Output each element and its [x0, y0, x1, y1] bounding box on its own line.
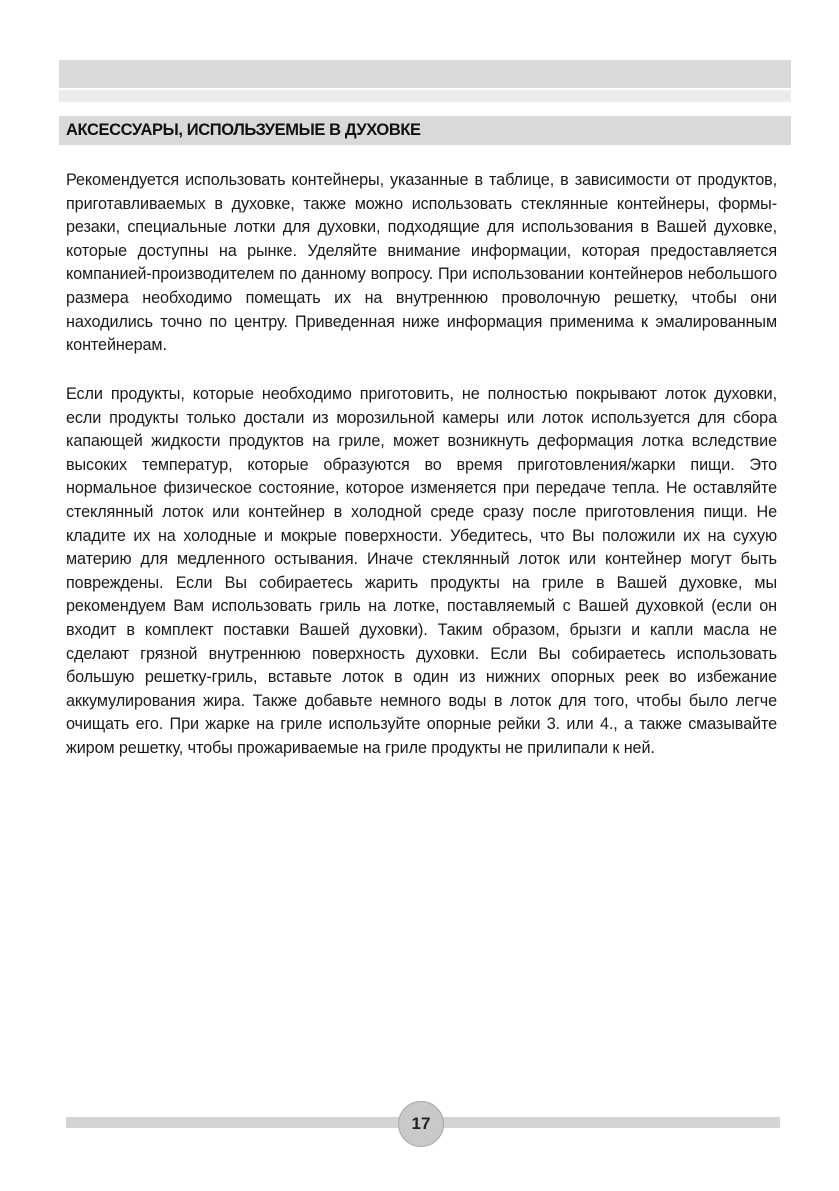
header-band-underline: [59, 90, 791, 102]
page-number-badge: [398, 1101, 444, 1147]
paragraph-deformation-grill: Если продукты, которые необходимо приготовить, не полностью покрывают лоток духовки, если продукты только достали из морозильной камеры или лоток используется для сбора капающей жидкости продуктов на гриле, может возникнуть деформация лотка вследствие высоких температур, которые образуются во время приготовления/жарки пищи. Это нормальное физическое состояние, которое изменяется при передаче тепла. Не оставляйте стеклянный лоток или контейнер в холодной среде сразу после приготовления пищи. Не кладите их на холодные и мокрые поверхности. Убедитесь, что Вы положили их на сухую материю для медленного остывания. Иначе стеклянный лоток или контейнер могут быть повреждены. Если Вы собираетесь жарить продукты на гриле в Вашей духовке, мы рекомендуем Вам использовать гриль на лотке, поставляемый с Вашей духовкой (если он входит в комплект поставки Вашей духовки). Таким образом, брызги и капли масла не сделают грязной внутреннюю поверхность духовки. Если Вы собираетесь использовать большую решетку-гриль, вставьте лоток в один из нижних опорных реек во избежание аккумулирования жира. Также добавьте немного воды в лоток для того, чтобы было легче очищать его. При жарке на гриле используйте опорные рейки 3. или 4., а также смазывайте жиром решетку, чтобы прожариваемые на гриле продукты не прилипали к ней.: [66, 385, 777, 757]
paragraph-containers: Рекомендуется использовать контейнеры, указанные в таблице, в зависимости от продуктов, приготавливаемых в духовке, также можно использовать стеклянные контейнеры, формы-резаки, специальные лотки для духовки, подходящие для использования в Вашей духовке, которые доступны на рынке. Уделяйте внимание информации, которая предоставляется компанией-производителем по данному вопросу. При использовании контейнеров небольшого размера необходимо помещать их на внутреннюю проволочную решетку, чтобы они находились точно по центру. Приведенная ниже информация применима к эмалированным контейнерам.: [66, 171, 777, 355]
page-number: 17: [411, 1114, 431, 1133]
header-band: [59, 60, 791, 88]
section-title: АКСЕССУАРЫ, ИСПОЛЬЗУЕМЫЕ В ДУХОВКЕ: [66, 121, 421, 139]
